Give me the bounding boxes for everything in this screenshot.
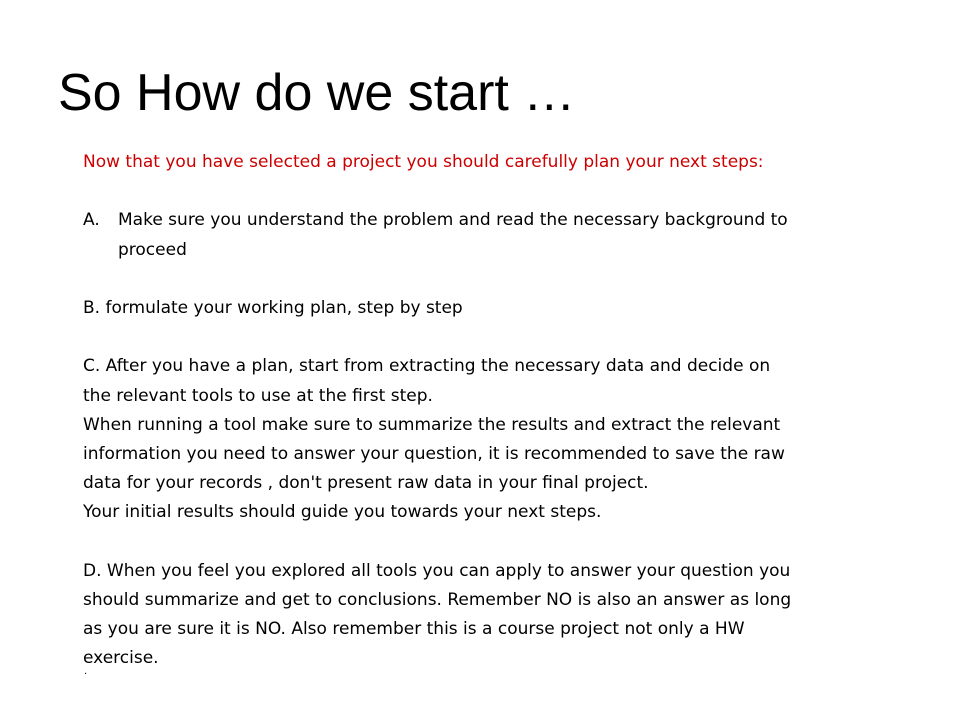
spacer [83,527,898,556]
list-item-a-line: Make sure you understand the problem and read the necessary background to [118,210,788,231]
intro-text: Now that you have selected a project you should carefully plan your next steps: [83,152,764,172]
spacer [83,323,898,352]
list-item-a-line: proceed [118,239,187,260]
list-item-c-line: information you need to answer your question, it is recommended to save the raw [83,443,785,464]
list-item-d-line: as you are sure it is NO. Also remember this is a course project not only a HW [83,619,745,639]
list-item-c-line: Your initial results should guide you towards your next steps. [83,502,602,523]
list-item-c-line: C. After you have a plan, start from extracting the necessary data and decide on [83,356,771,377]
list-item-a [83,206,898,264]
list-item-d-line: should summarize and get to conclusions. Remember NO is also an answer as long [83,589,792,610]
list-item-a-text [118,206,788,264]
list-item-d-line: exercise. [83,648,159,669]
trailing-mark: . [84,666,88,677]
slide-body [83,148,898,673]
list-item-c-line: data for your records , don't present raw data in your final project. [83,473,649,494]
spacer [83,265,898,294]
list-item-c-line: the relevant tools to use at the first step. [83,385,433,406]
list-marker-a: A. [83,210,100,231]
list-item-d-line: D. When you feel you explored all tools you can apply to answer your question you [83,560,791,581]
spacer [83,177,898,206]
list-item-b: B. formulate your working plan, step by step [83,297,463,318]
slide-title: So How do we start … [58,64,576,122]
list-item-c-line: When running a tool make sure to summarize the results and extract the relevant [83,414,781,435]
list-item-d [83,557,898,674]
list-item-c [83,352,898,527]
